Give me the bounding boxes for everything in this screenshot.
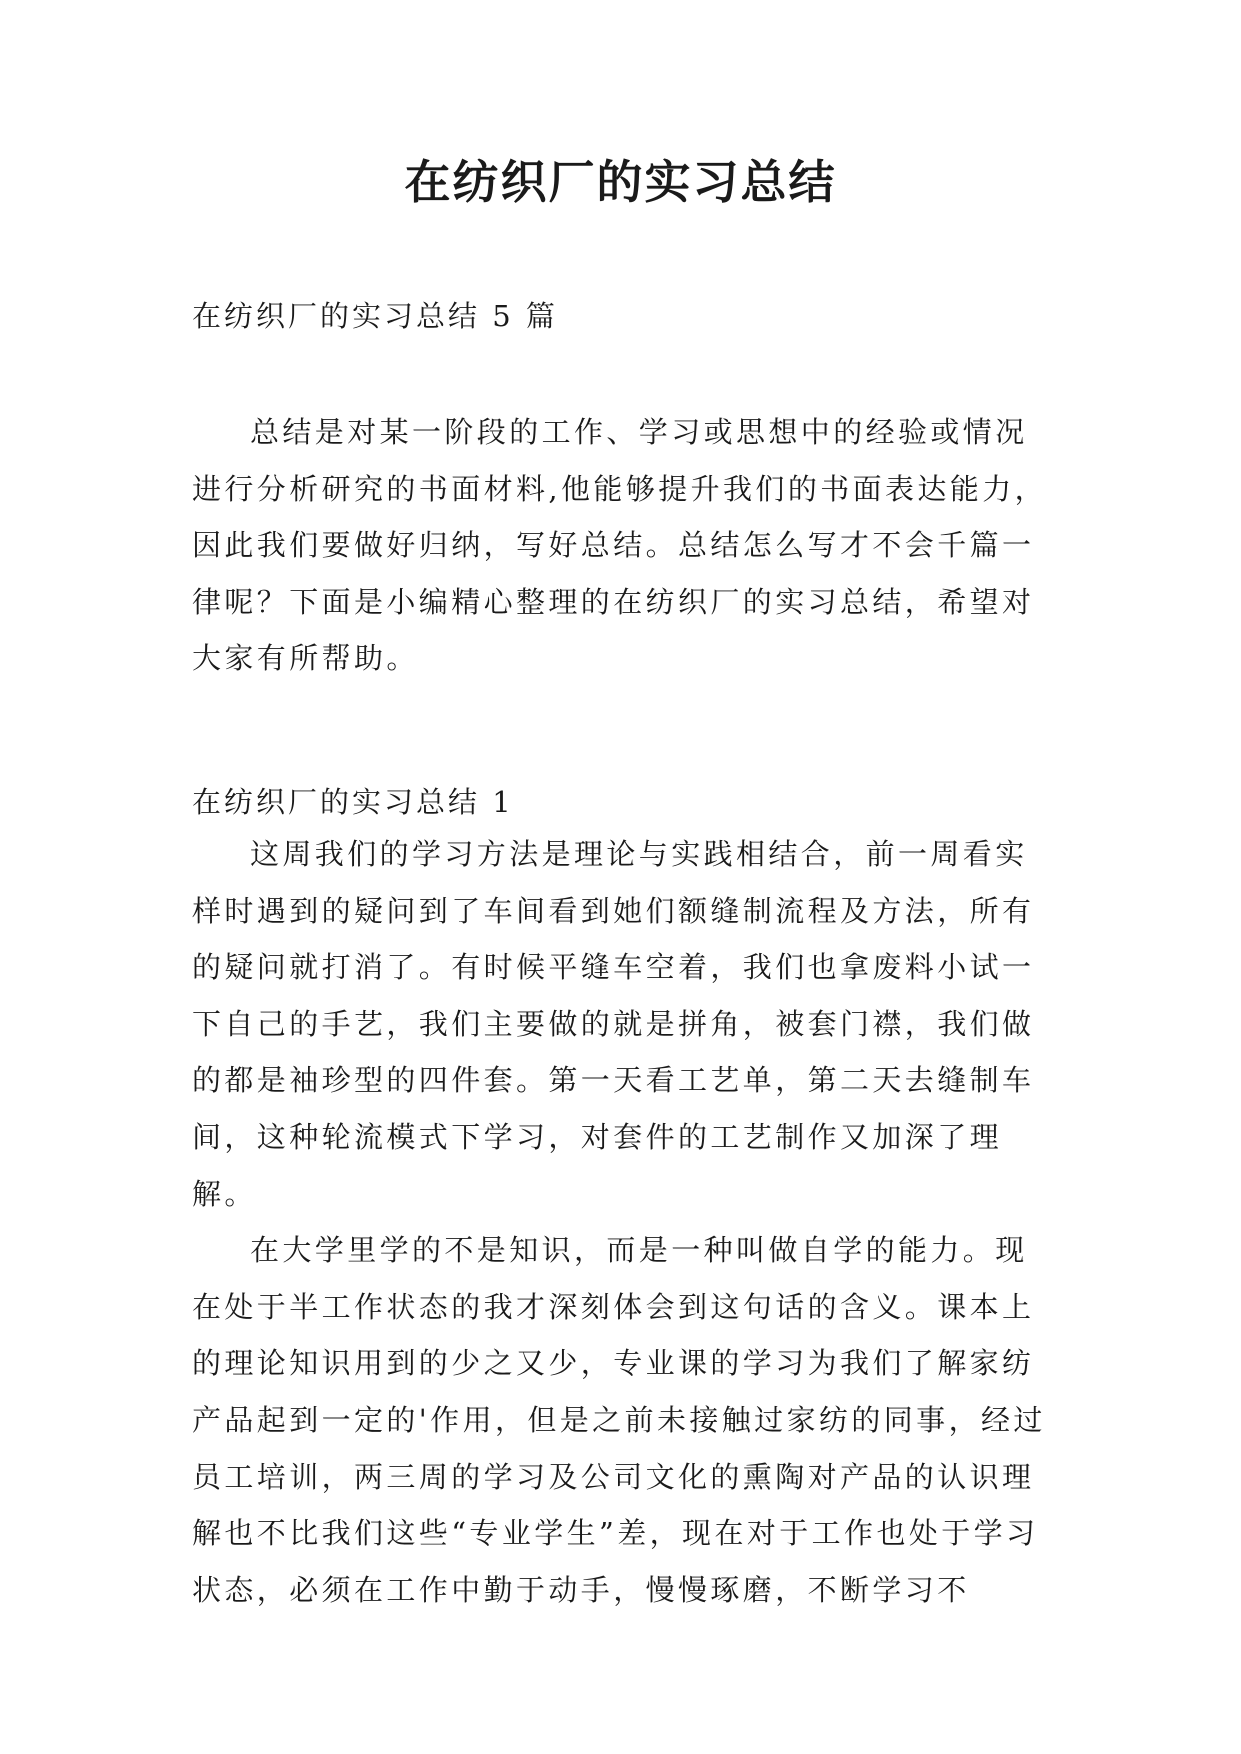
body-paragraph: 在大学里学的不是知识，而是一种叫做自学的能力。现在处于半工作状态的我才深刻体会到这句话的含义。课本上的理论知识用到的少之又少，专业课的学习为我们了解家纺产品起到一定的'作用，但是之前未接触过家纺的同事，经过员工培训，两三周的学习及公司文化的熏陶对产品的认识理解也不比我们这些“专业学生”差，现在对于工作也处于学习状态，必须在工作中勤于动手，慢慢琢磨，不断学习不 [192,1233,1046,1607]
document-title: 在纺织厂的实习总结 [404,155,837,209]
body-paragraph: 这周我们的学习方法是理论与实践相结合，前一周看实样时遇到的疑问到了车间看到她们额缝制流程及方法，所有的疑问就打消了。有时候平缝车空着，我们也拿废料小试一下自己的手艺，我们主要做的就是拼角，被套门襟，我们做的都是袖珍型的四件套。第一天看工艺单，第二天去缝制车间，这种轮流模式下学习，对套件的工艺制作又加深了理解。 [192,837,1035,1211]
section-body [192,826,1058,1618]
section-heading: 在纺织厂的实习总结 1 [192,785,514,819]
intro-block [192,404,1058,687]
document-subtitle: 在纺织厂的实习总结 5 篇 [192,299,558,333]
intro-paragraph: 总结是对某一阶段的工作、学习或思想中的经验或情况进行分析研究的书面材料,他能够提升我们的书面表达能力，因此我们要做好归纳，写好总结。总结怎么写才不会千篇一律呢？下面是小编精心整理的在纺织厂的实习总结，希望对大家有所帮助。 [192,415,1048,676]
